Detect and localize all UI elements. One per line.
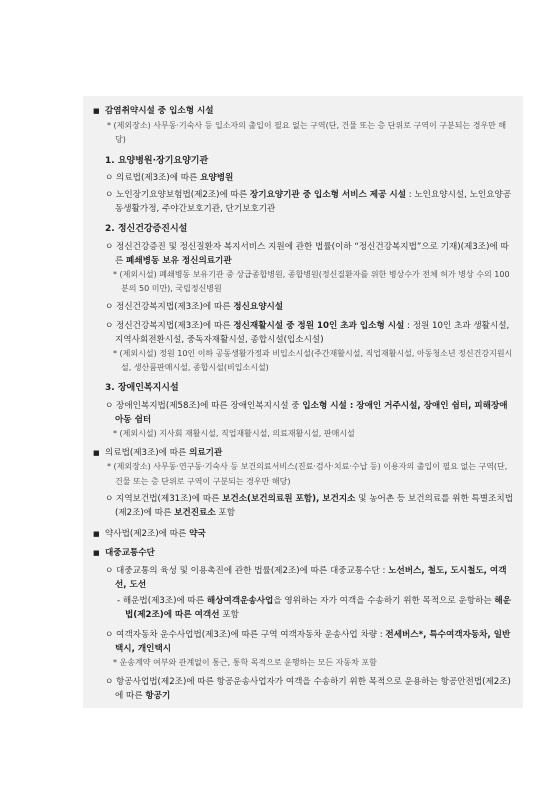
square-bullet-icon: ■ <box>93 549 100 558</box>
exclusion-note: * (제외시설) 정원 10인 이하 공동생활가정과 비입소시설(주간재활시설, 직업재활시설, 아동청소년 정신건강지원시설, 생산품판매시설, 종합시설(비입소시설) <box>113 349 513 373</box>
subsection-title-disability: 3. 장애인복지시설 <box>105 383 179 394</box>
exclusion-note: * (제외장소) 사무동·연구동·기숙사 등 보건의료서비스(진료·검사·치료·수납 등) 이용자의 출입이 필요 없는 구역(단, 건물 또는 층 단위로 구역이 구분되는 경우만 해당) <box>107 462 508 486</box>
document-panel <box>83 96 523 708</box>
list-item: ㅇ 항공사업법(제2조)에 따른 항공운송사업자가 여객을 수송하기 위한 목적으로 운용하는 항공안전법(제2조)에 따른 항공기 <box>105 677 511 702</box>
list-subitem: - 해운법(제3조)에 따른 해상여객운송사업을 영위하는 자가 여객을 수송하기 위한 목적으로 운항하는 해운법(제2조)에 따른 여객선 포함 <box>117 596 512 621</box>
list-item: ㅇ 대중교통의 육성 및 이용촉진에 관한 법률(제2조)에 따른 대중교통수단 : 노선버스, 철도, 도시철도, 여객선, 도선 <box>105 565 507 590</box>
section-title: 감염취약시설 중 입소형 시설 <box>105 106 214 116</box>
list-item: ㅇ 의료법(제3조)에 따른 요양병원 <box>105 172 234 183</box>
list-item: ㅇ 정신건강복지법(제3조)에 따른 정신요양시설 <box>105 302 284 313</box>
exclusion-note: * (제외장소) 사무동·기숙사 등 입소자의 출입이 필요 없는 구역(단, 건물 또는 층 단위로 구역이 구분되는 경우만 해당) <box>107 121 507 145</box>
list-item: ㅇ 지역보건법(제31조)에 따른 보건소(보건의료원 포함), 보건지소 및 농어촌 등 보건의료를 위한 특별조치법(제2조)에 따른 보건진료소 포함 <box>105 493 514 519</box>
transport-note: * 운송계약 여부와 관계없이 통근, 통학 목적으로 운행하는 모든 자동차 포함 <box>113 657 377 667</box>
square-bullet-icon: ■ <box>93 449 100 458</box>
exclusion-note: * (제외시설) 폐쇄병동 보유기관 중 상급종합병원, 종합병원(정신질환자를 위한 병상수가 전체 허가 병상 수의 100분의 50 미만), 국립정신병원 <box>113 270 510 294</box>
section-heading-medical: ■ 의료법(제3조)에 따른 의료기관 <box>91 446 515 460</box>
list-item: ㅇ 장애인복지법(제58조)에 따른 장애인복지시설 중 입소형 시설 : 장애인 거주시설, 장애인 쉼터, 피해장애아동 쉼터 <box>105 400 508 425</box>
square-bullet-icon: ■ <box>93 107 100 115</box>
subsection-title-mental-health: 2. 정신건강증진시설 <box>105 224 188 235</box>
section-heading-pharmacy: ■ 약사법(제2조)에 따른 약국 <box>91 527 515 541</box>
list-item: ㅇ 정신건강증진 및 정신질환자 복지서비스 지원에 관한 법률(이하 “정신건강복지법”으로 기재)(제3조)에 따른 폐쇄병동 보유 정신의료기관 <box>105 241 509 266</box>
square-bullet-icon: ■ <box>93 530 100 539</box>
section-heading-infection-vulnerable <box>91 104 515 118</box>
exclusion-note: * (제외시설) 지사회 재활시설, 직업재활시설, 의료재활시설, 판매시설 <box>113 429 355 439</box>
subsection-title-nursing: 1. 요양병원·장기요양기관 <box>105 155 209 166</box>
section-heading-public-transport: ■ 대중교통수단 <box>91 546 515 560</box>
list-item: ㅇ 여객자동차 운수사업법(제3조)에 따른 구역 여객자동차 운송사업 차량 : 전세버스*, 특수여객자동차, 일반택시, 개인택시 <box>105 629 511 654</box>
list-item: ㅇ 정신건강복지법(제3조)에 따른 정신재활시설 중 정원 10인 초과 입소형 시설 : 정원 10인 초과 생활시설, 지역사회전환시설, 중독자재활시설, 종합시설(입소시설) <box>105 320 510 345</box>
list-item: ㅇ 노인장기요양보험법(제2조)에 따른 장기요양기관 중 입소형 서비스 제공 시설 : 노인요양시설, 노인요양공동생활가정, 주야간보호기관, 단기보호기관 <box>105 190 512 215</box>
